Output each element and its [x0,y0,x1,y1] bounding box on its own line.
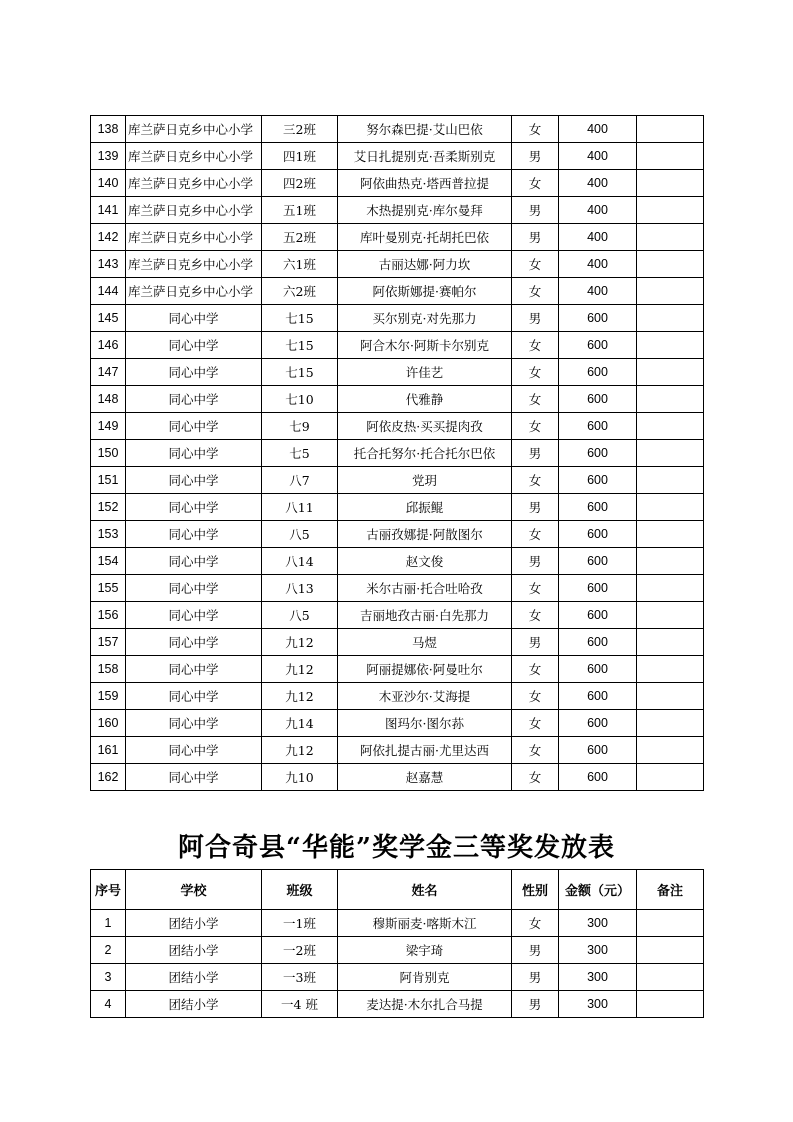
cell-note [637,737,704,764]
cell-class: 四1班 [262,143,338,170]
cell-amount: 600 [559,521,637,548]
cell-no: 2 [91,937,126,964]
cell-amount: 400 [559,116,637,143]
cell-gender: 女 [512,332,559,359]
cell-name: 梁宇琦 [338,937,512,964]
cell-gender: 女 [512,170,559,197]
cell-class: 一1班 [262,910,338,937]
cell-amount: 600 [559,737,637,764]
cell-gender: 女 [512,575,559,602]
third-prize-table [90,869,704,1018]
cell-class: 八11 [262,494,338,521]
cell-no: 151 [91,467,126,494]
cell-no: 159 [91,683,126,710]
cell-note [637,964,704,991]
cell-note [637,143,704,170]
cell-amount: 600 [559,332,637,359]
cell-name: 阿依曲热克·塔西普拉提 [338,170,512,197]
table-row [91,964,704,991]
cell-amount: 600 [559,494,637,521]
cell-name: 木热提别克·库尔曼拜 [338,197,512,224]
cell-name: 马煜 [338,629,512,656]
cell-name: 托合托努尔·托合托尔巴依 [338,440,512,467]
header-note: 备注 [637,870,704,910]
table-row [91,440,704,467]
table-row [91,602,704,629]
cell-note [637,467,704,494]
table-row [91,629,704,656]
cell-gender: 女 [512,521,559,548]
cell-gender: 女 [512,278,559,305]
cell-note [637,710,704,737]
cell-name: 努尔森巴提·艾山巴依 [338,116,512,143]
cell-gender: 女 [512,710,559,737]
cell-gender: 男 [512,991,559,1018]
cell-gender: 男 [512,224,559,251]
cell-school: 库兰萨日克乡中心小学 [126,197,262,224]
cell-note [637,683,704,710]
cell-gender: 男 [512,937,559,964]
cell-no: 152 [91,494,126,521]
award-table-continued [90,115,704,791]
cell-no: 143 [91,251,126,278]
cell-note [637,575,704,602]
cell-note [637,494,704,521]
cell-name: 阿肯别克 [338,964,512,991]
cell-gender: 男 [512,964,559,991]
cell-class: 九12 [262,683,338,710]
cell-name: 阿丽提娜依·阿曼吐尔 [338,656,512,683]
cell-note [637,991,704,1018]
cell-note [637,521,704,548]
cell-amount: 300 [559,910,637,937]
cell-class: 一3班 [262,964,338,991]
cell-note [637,440,704,467]
table-row [91,656,704,683]
cell-gender: 女 [512,386,559,413]
cell-class: 七15 [262,305,338,332]
table-row [91,251,704,278]
cell-name: 买尔别克·对先那力 [338,305,512,332]
cell-no: 140 [91,170,126,197]
cell-name: 赵嘉慧 [338,764,512,791]
table-row [91,278,704,305]
section-title: 阿合奇县“华能”奖学金三等奖发放表 [178,833,615,863]
cell-class: 七10 [262,386,338,413]
cell-no: 146 [91,332,126,359]
cell-school: 同心中学 [126,467,262,494]
cell-no: 148 [91,386,126,413]
cell-name: 阿依斯娜提·赛帕尔 [338,278,512,305]
cell-amount: 600 [559,629,637,656]
cell-no: 139 [91,143,126,170]
cell-school: 库兰萨日克乡中心小学 [126,116,262,143]
cell-no: 161 [91,737,126,764]
cell-no: 141 [91,197,126,224]
cell-class: 八13 [262,575,338,602]
table-row [91,521,704,548]
cell-note [637,224,704,251]
cell-no: 4 [91,991,126,1018]
cell-note [637,332,704,359]
cell-name: 木亚沙尔·艾海提 [338,683,512,710]
cell-no: 147 [91,359,126,386]
cell-name: 米尔古丽·托合吐哈孜 [338,575,512,602]
cell-gender: 女 [512,910,559,937]
cell-gender: 女 [512,413,559,440]
cell-name: 艾日扎提别克·吾柔斯别克 [338,143,512,170]
cell-no: 1 [91,910,126,937]
table-header-row [91,870,704,910]
cell-school: 团结小学 [126,964,262,991]
cell-name: 代雅静 [338,386,512,413]
cell-note [637,602,704,629]
cell-gender: 男 [512,305,559,332]
cell-name: 吉丽地孜古丽·白先那力 [338,602,512,629]
cell-note [637,656,704,683]
cell-name: 库叶曼别克·托胡托巴依 [338,224,512,251]
cell-gender: 男 [512,143,559,170]
cell-school: 同心中学 [126,548,262,575]
cell-name: 穆斯丽麦·喀斯木江 [338,910,512,937]
cell-note [637,937,704,964]
table-row [91,991,704,1018]
cell-class: 六2班 [262,278,338,305]
cell-no: 150 [91,440,126,467]
cell-class: 七15 [262,332,338,359]
cell-note [637,116,704,143]
cell-school: 同心中学 [126,710,262,737]
cell-note [637,764,704,791]
table-row [91,413,704,440]
cell-no: 157 [91,629,126,656]
table-row [91,710,704,737]
cell-school: 同心中学 [126,683,262,710]
cell-school: 同心中学 [126,764,262,791]
cell-amount: 300 [559,991,637,1018]
cell-amount: 400 [559,224,637,251]
cell-amount: 600 [559,359,637,386]
cell-name: 阿依皮热·买买提肉孜 [338,413,512,440]
cell-note [637,278,704,305]
third-prize-table-body [91,910,704,1018]
cell-amount: 300 [559,964,637,991]
cell-school: 同心中学 [126,305,262,332]
cell-class: 七15 [262,359,338,386]
cell-amount: 600 [559,710,637,737]
cell-amount: 400 [559,197,637,224]
cell-note [637,170,704,197]
table-row [91,386,704,413]
table-row [91,170,704,197]
cell-school: 库兰萨日克乡中心小学 [126,170,262,197]
cell-amount: 600 [559,440,637,467]
table-row [91,683,704,710]
cell-amount: 600 [559,413,637,440]
cell-gender: 男 [512,548,559,575]
cell-amount: 600 [559,386,637,413]
cell-amount: 600 [559,683,637,710]
cell-class: 九14 [262,710,338,737]
cell-gender: 女 [512,737,559,764]
cell-amount: 400 [559,278,637,305]
cell-school: 同心中学 [126,332,262,359]
table-row [91,143,704,170]
cell-note [637,359,704,386]
header-gender: 性别 [512,870,559,910]
header-school: 学校 [126,870,262,910]
table-row [91,197,704,224]
cell-school: 同心中学 [126,656,262,683]
cell-note [637,413,704,440]
cell-note [637,197,704,224]
cell-amount: 600 [559,575,637,602]
cell-class: 七5 [262,440,338,467]
cell-name: 阿依扎提古丽·尤里达西 [338,737,512,764]
table-row [91,764,704,791]
cell-gender: 男 [512,629,559,656]
cell-note [637,305,704,332]
cell-note [637,629,704,656]
cell-name: 赵文俊 [338,548,512,575]
cell-school: 同心中学 [126,494,262,521]
table-row [91,305,704,332]
cell-amount: 600 [559,467,637,494]
cell-gender: 女 [512,359,559,386]
cell-school: 团结小学 [126,991,262,1018]
award-table-continued-body [91,116,704,791]
cell-no: 162 [91,764,126,791]
cell-amount: 400 [559,170,637,197]
cell-gender: 男 [512,197,559,224]
cell-no: 149 [91,413,126,440]
cell-gender: 女 [512,602,559,629]
cell-no: 160 [91,710,126,737]
cell-name: 许佳艺 [338,359,512,386]
table-row [91,937,704,964]
cell-class: 七9 [262,413,338,440]
cell-name: 阿合木尔·阿斯卡尔别克 [338,332,512,359]
cell-school: 库兰萨日克乡中心小学 [126,278,262,305]
cell-school: 同心中学 [126,629,262,656]
cell-school: 同心中学 [126,737,262,764]
cell-school: 同心中学 [126,359,262,386]
cell-school: 同心中学 [126,521,262,548]
header-amount: 金额（元） [559,870,637,910]
cell-no: 138 [91,116,126,143]
cell-no: 155 [91,575,126,602]
cell-school: 同心中学 [126,602,262,629]
cell-no: 145 [91,305,126,332]
table-row [91,910,704,937]
cell-gender: 女 [512,656,559,683]
cell-school: 团结小学 [126,937,262,964]
cell-no: 142 [91,224,126,251]
cell-no: 158 [91,656,126,683]
cell-gender: 女 [512,251,559,278]
cell-amount: 600 [559,305,637,332]
cell-name: 邱振鲲 [338,494,512,521]
cell-school: 同心中学 [126,440,262,467]
cell-note [637,910,704,937]
header-name: 姓名 [338,870,512,910]
cell-amount: 600 [559,602,637,629]
cell-school: 同心中学 [126,575,262,602]
cell-no: 156 [91,602,126,629]
cell-gender: 男 [512,494,559,521]
cell-name: 党玥 [338,467,512,494]
cell-class: 九12 [262,737,338,764]
cell-class: 八14 [262,548,338,575]
table-row [91,359,704,386]
cell-class: 八5 [262,602,338,629]
cell-amount: 400 [559,143,637,170]
cell-name: 古丽孜娜提·阿散图尔 [338,521,512,548]
cell-gender: 女 [512,683,559,710]
cell-amount: 300 [559,937,637,964]
cell-school: 同心中学 [126,386,262,413]
cell-no: 144 [91,278,126,305]
table-row [91,332,704,359]
cell-class: 一2班 [262,937,338,964]
cell-school: 库兰萨日克乡中心小学 [126,143,262,170]
table-row [91,467,704,494]
table-row [91,116,704,143]
table-row [91,575,704,602]
header-no: 序号 [91,870,126,910]
cell-class: 三2班 [262,116,338,143]
cell-gender: 女 [512,467,559,494]
cell-amount: 400 [559,251,637,278]
cell-note [637,548,704,575]
cell-class: 八7 [262,467,338,494]
cell-school: 团结小学 [126,910,262,937]
cell-class: 九12 [262,629,338,656]
cell-note [637,251,704,278]
cell-class: 五1班 [262,197,338,224]
cell-class: 八5 [262,521,338,548]
cell-class: 九12 [262,656,338,683]
cell-note [637,386,704,413]
cell-name: 麦达提·木尔扎合马提 [338,991,512,1018]
cell-no: 153 [91,521,126,548]
cell-school: 库兰萨日克乡中心小学 [126,224,262,251]
cell-name: 古丽达娜·阿力坎 [338,251,512,278]
cell-amount: 600 [559,656,637,683]
cell-gender: 女 [512,764,559,791]
cell-school: 库兰萨日克乡中心小学 [126,251,262,278]
cell-gender: 男 [512,440,559,467]
cell-amount: 600 [559,548,637,575]
table-row [91,548,704,575]
cell-gender: 女 [512,116,559,143]
cell-class: 五2班 [262,224,338,251]
cell-school: 同心中学 [126,413,262,440]
table-row [91,224,704,251]
cell-class: 四2班 [262,170,338,197]
cell-class: 六1班 [262,251,338,278]
cell-name: 图玛尔·图尔荪 [338,710,512,737]
cell-class: 九10 [262,764,338,791]
cell-amount: 600 [559,764,637,791]
header-class: 班级 [262,870,338,910]
table-row [91,494,704,521]
table-row [91,737,704,764]
cell-no: 3 [91,964,126,991]
cell-no: 154 [91,548,126,575]
cell-class: 一4 班 [262,991,338,1018]
